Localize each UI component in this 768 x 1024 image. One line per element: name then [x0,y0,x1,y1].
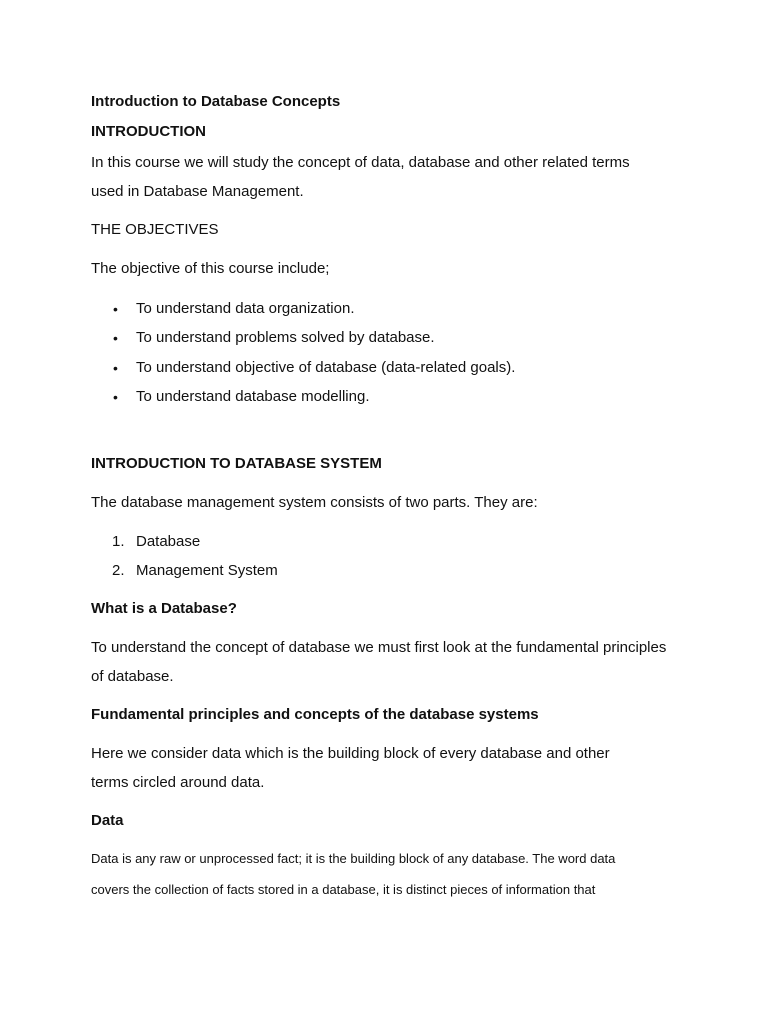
list-number: 1. [112,533,125,550]
system-lead: The database management system consists of two parts. They are: [91,494,538,511]
what-is-paragraph-line-2: of database. [91,668,174,685]
bullet-marker: • [113,389,118,405]
what-is-paragraph-line-1: To understand the concept of database we must first look at the fundamental principles [91,639,667,656]
bullet-marker: • [113,360,118,376]
fundamentals-paragraph-line-2: terms circled around data. [91,774,265,791]
intro-paragraph-line-1: In this course we will study the concept of data, database and other related terms [91,154,630,171]
list-item-text: To understand database modelling. [136,388,370,405]
list-item-text: Database [136,533,201,550]
list-item-text: To understand data organization. [136,300,355,317]
data-paragraph-line-2: covers the collection of facts stored in a database, it is distinct pieces of information that [91,882,596,897]
what-is-heading: What is a Database? [91,600,237,617]
document-title: Introduction to Database Concepts [91,93,341,110]
list-item-text: To understand problems solved by database. [136,329,435,346]
list-item-text: Management System [136,562,278,579]
data-heading: Data [91,812,124,829]
objectives-lead: The objective of this course include; [91,260,330,277]
fundamentals-paragraph-line-1: Here we consider data which is the building block of every database and other [91,745,610,762]
fundamentals-heading: Fundamental principles and concepts of the database systems [91,706,539,723]
bullet-marker: • [113,330,118,346]
objectives-heading: THE OBJECTIVES [91,221,219,238]
intro-heading: INTRODUCTION [91,123,206,140]
list-item-text: To understand objective of database (data-related goals). [136,359,516,376]
list-number: 2. [112,562,125,579]
system-heading: INTRODUCTION TO DATABASE SYSTEM [91,455,382,472]
intro-paragraph-line-2: used in Database Management. [91,183,304,200]
data-paragraph-line-1: Data is any raw or unprocessed fact; it is the building block of any database. The word data [91,851,616,866]
bullet-marker: • [113,301,118,317]
